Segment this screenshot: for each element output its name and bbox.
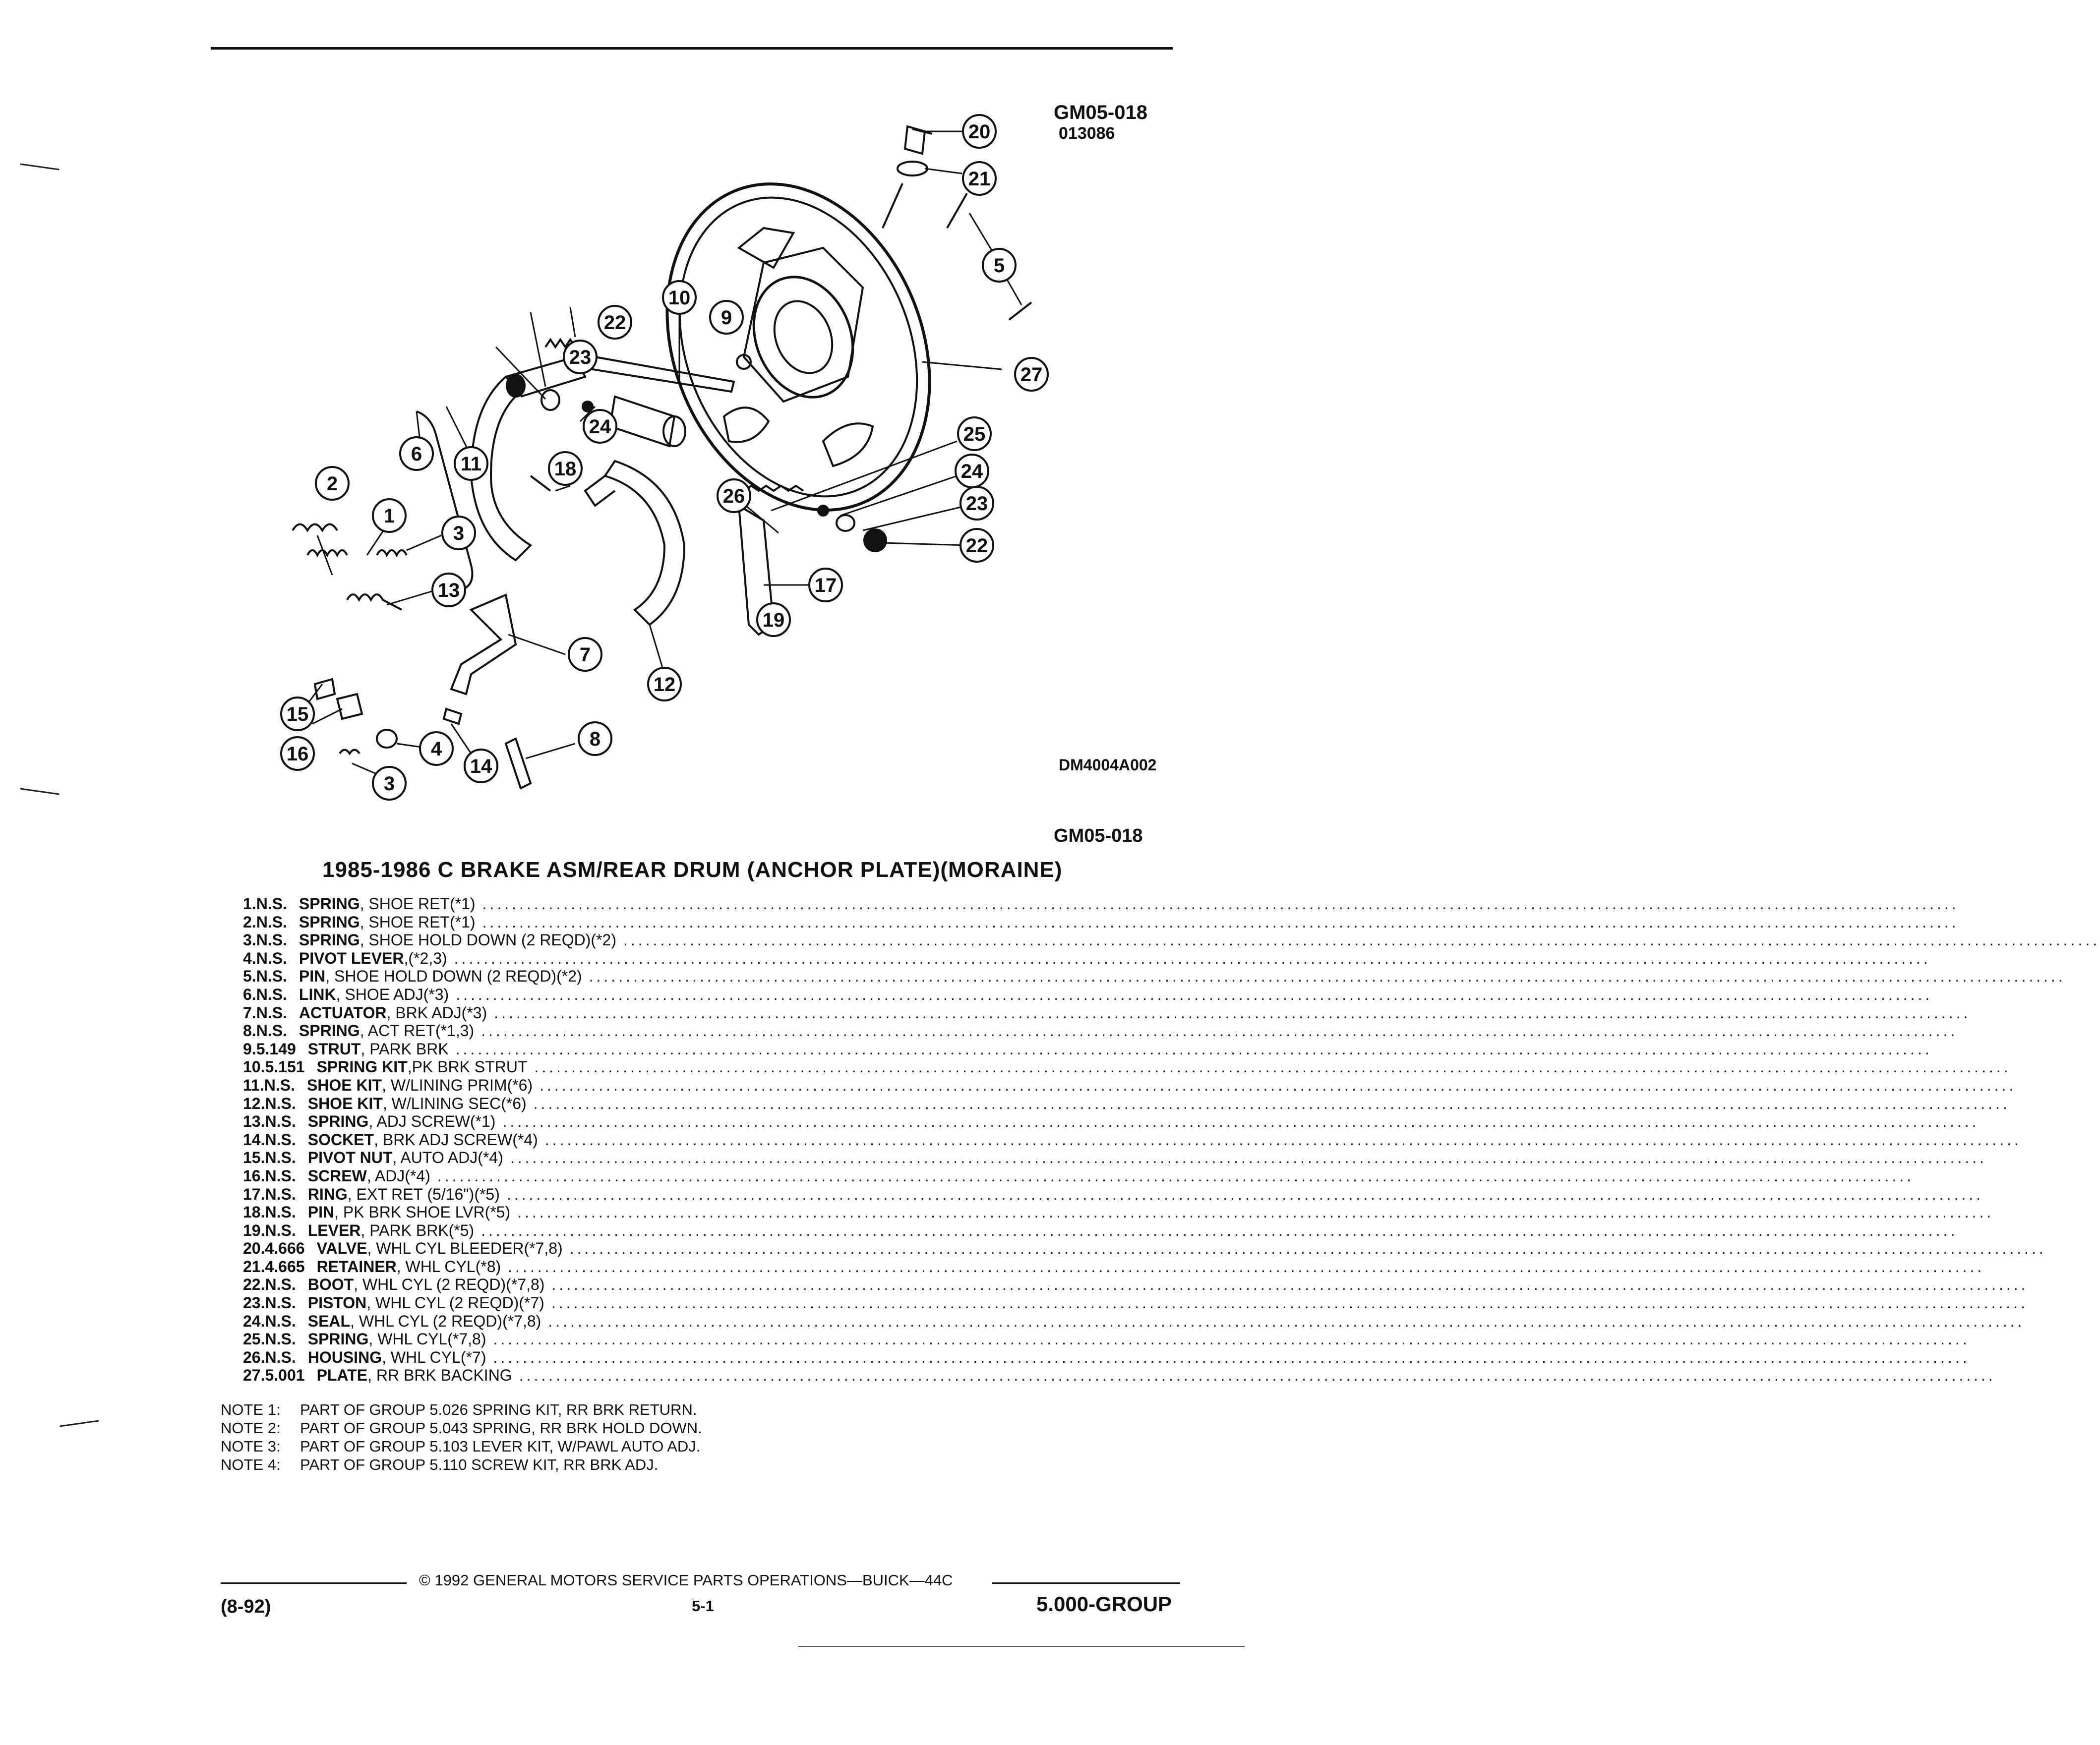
part-group-code: 4.666 — [265, 1239, 305, 1258]
callout-label: 14 — [470, 756, 492, 777]
callout-label: 22 — [965, 535, 988, 557]
dot-leader: ........................................................................................................................................................................................................ — [493, 1348, 1970, 1366]
top-rule — [211, 47, 1173, 50]
callout-label: 13 — [437, 580, 460, 601]
part-row — [243, 1076, 2017, 1095]
part-number: 17. — [243, 1185, 265, 1203]
part-group-code: N.S. — [265, 1094, 296, 1112]
part-name: SPRING — [299, 895, 360, 913]
part-row — [243, 967, 2066, 986]
part-group-code: N.S. — [265, 1203, 296, 1222]
part-description: ,PK BRK STRUT — [407, 1058, 528, 1076]
dot-leader: ........................................................................................................................................................................................................ — [519, 1366, 1996, 1385]
part-description: , AUTO ADJ(*4) — [392, 1149, 503, 1167]
part-number: 4. — [243, 949, 256, 967]
dot-leader: ........................................................................................................................................................................................................ — [481, 1221, 1958, 1239]
part-number: 26. — [243, 1348, 265, 1366]
part-description: , W/LINING SEC(*6) — [382, 1094, 527, 1112]
part-number: 19. — [243, 1221, 265, 1239]
part-group-code: N.S. — [256, 1003, 287, 1022]
part-name: SHOE KIT — [307, 1094, 383, 1112]
part-group-code: 5.149 — [256, 1040, 296, 1058]
parts-list — [243, 895, 2100, 1385]
part-description: , BRK ADJ SCREW(*4) — [374, 1130, 538, 1149]
part-row — [243, 1166, 1914, 1185]
part-row — [243, 1094, 2010, 1113]
part-row — [243, 1040, 1932, 1058]
diagram-image-code: DM4004A002 — [1059, 756, 1157, 774]
part-name: SHOE KIT — [306, 1076, 382, 1094]
callout-label: 3 — [453, 523, 465, 544]
callout-label: 22 — [603, 312, 626, 334]
note-label: NOTE 4: — [221, 1456, 281, 1473]
part-description: , WHL CYL (2 REQD)(*7,8) — [354, 1276, 545, 1294]
part-name: SOCKET — [307, 1130, 374, 1149]
part-group-code: N.S. — [264, 1076, 295, 1094]
part-row — [243, 1312, 2025, 1331]
dot-leader: ........................................................................................................................................................................................................ — [508, 1257, 1985, 1276]
copyright-line: © 1992 GENERAL MOTORS SERVICE PARTS OPERATIONS—BUICK—44C — [419, 1571, 953, 1589]
dot-leader: ........................................................................................................................................................................................................ — [548, 1312, 2025, 1330]
part-name: SPRING — [307, 1330, 369, 1348]
part-name: SPRING — [299, 931, 360, 949]
callout-label: 21 — [968, 168, 991, 190]
part-description: ,(*2,3) — [404, 949, 447, 967]
part-group-code: N.S. — [265, 1149, 296, 1167]
part-group-code: N.S. — [256, 985, 287, 1003]
part-row — [243, 1149, 1987, 1167]
part-description: , ADJ SCREW(*1) — [368, 1112, 496, 1131]
part-description: , PARK BRK(*5) — [360, 1221, 475, 1239]
part-row — [243, 913, 1959, 931]
part-row — [243, 1130, 2022, 1149]
callout-label: 26 — [722, 485, 745, 507]
part-name: BOOT — [307, 1276, 354, 1294]
part-row — [243, 1058, 2011, 1076]
part-description: , WHL CYL (2 REQD)(*7) — [366, 1294, 544, 1312]
part-name: SCREW — [307, 1166, 367, 1185]
dot-leader: ........................................................................................................................................................................................................ — [551, 1276, 2029, 1294]
part-group-code: N.S. — [256, 949, 287, 967]
callout-label: 12 — [653, 674, 676, 696]
callout-label: 5 — [993, 255, 1005, 277]
note-row — [221, 1419, 702, 1438]
group-label: 5.000-GROUP — [1036, 1592, 1172, 1616]
notes-list — [221, 1401, 702, 1474]
dot-leader: ........................................................................................................................................................................................................ — [494, 1003, 1971, 1022]
part-description: , W/LINING PRIM(*6) — [382, 1076, 533, 1094]
diagram-code: GM05-018 — [1054, 102, 1147, 123]
part-name: PIN — [307, 1203, 335, 1222]
dot-leader: ........................................................................................................................................................................................................ — [454, 949, 1931, 967]
diagram-date-code: 013086 — [1059, 124, 1115, 143]
part-description: , ADJ(*4) — [366, 1166, 430, 1185]
note-text: PART OF GROUP 5.026 SPRING KIT, RR BRK RETURN. — [300, 1401, 697, 1418]
part-description: , BRK ADJ(*3) — [386, 1003, 487, 1022]
part-description: , RR BRK BACKING — [367, 1366, 512, 1385]
dot-leader: ........................................................................................................................................................................................................ — [456, 985, 1933, 1003]
callout-label: 2 — [326, 473, 338, 495]
part-row — [243, 931, 2100, 949]
part-group-code: N.S. — [265, 1130, 296, 1149]
dot-leader: ........................................................................................................................................................................................................ — [493, 1330, 1970, 1348]
part-description: , SHOE RET(*1) — [360, 895, 476, 913]
revision-date: (8-92) — [221, 1596, 271, 1617]
part-name: RING — [307, 1185, 348, 1203]
part-name: RETAINER — [316, 1257, 397, 1276]
note-text: PART OF GROUP 5.110 SCREW KIT, RR BRK ADJ. — [300, 1456, 659, 1473]
dot-leader: ........................................................................................................................................................................................................ — [481, 1022, 1958, 1040]
note-row — [221, 1401, 702, 1419]
part-number: 22. — [243, 1276, 265, 1294]
dot-leader: ........................................................................................................................................................................................................ — [510, 1149, 1987, 1167]
part-row — [243, 1112, 1980, 1131]
part-number: 20. — [243, 1239, 265, 1258]
part-number: 16. — [243, 1166, 265, 1185]
part-number: 23. — [243, 1294, 265, 1312]
part-description: , WHL CYL BLEEDER(*7,8) — [367, 1239, 563, 1258]
part-group-code: N.S. — [265, 1330, 296, 1348]
part-description: , WHL CYL(*8) — [396, 1257, 501, 1276]
dot-leader: ........................................................................................................................................................................................................ — [506, 1185, 1983, 1203]
part-name: ACTUATOR — [299, 1003, 387, 1022]
callout-label: 9 — [720, 307, 732, 329]
bottom-rule — [798, 1646, 1245, 1647]
part-name: LEVER — [307, 1221, 361, 1239]
part-number: 9. — [243, 1040, 256, 1058]
footer-rule-right — [992, 1582, 1180, 1584]
part-number: 21. — [243, 1257, 265, 1276]
callout-label: 4 — [430, 738, 442, 760]
part-number: 8. — [243, 1022, 256, 1040]
callout-label: 7 — [579, 644, 591, 666]
part-group-code: N.S. — [265, 1166, 296, 1185]
part-row — [243, 1348, 1970, 1367]
part-name: SPRING KIT — [316, 1058, 408, 1076]
part-name: PIVOT LEVER — [299, 949, 404, 967]
part-row — [243, 1366, 1996, 1385]
part-group-code: N.S. — [265, 1276, 296, 1294]
part-group-code: 5.151 — [265, 1058, 305, 1076]
part-name: PIN — [299, 967, 326, 986]
note-text: PART OF GROUP 5.043 SPRING, RR BRK HOLD DOWN. — [300, 1419, 702, 1437]
callout-label: 24 — [589, 416, 611, 438]
part-group-code: N.S. — [265, 1348, 296, 1366]
callout-label: 16 — [286, 743, 309, 765]
part-name: LINK — [299, 985, 336, 1003]
callout-label: 24 — [960, 461, 983, 482]
part-group-code: 5.001 — [265, 1366, 305, 1385]
page-title: 1985-1986 C BRAKE ASM/REAR DRUM (ANCHOR PLATE)(MORAINE) — [322, 858, 1063, 882]
part-group-code: N.S. — [265, 1112, 296, 1131]
part-number: 3. — [243, 931, 256, 949]
part-name: PIVOT NUT — [307, 1149, 393, 1167]
part-description: , SHOE RET(*1) — [360, 913, 476, 931]
part-group-code: N.S. — [265, 1312, 296, 1330]
callout-label: 19 — [762, 609, 785, 631]
part-group-code: N.S. — [256, 895, 287, 913]
dot-leader: ........................................................................................................................................................................................................ — [569, 1239, 2046, 1258]
dot-leader: ........................................................................................................................................................................................................ — [551, 1294, 2028, 1312]
part-description: , PK BRK SHOE LVR(*5) — [334, 1203, 511, 1222]
part-row — [243, 1276, 2029, 1294]
part-number: 14. — [243, 1130, 265, 1149]
section-code: GM05-018 — [1054, 825, 1143, 846]
dot-leader: ........................................................................................................................................................................................................ — [455, 1040, 1932, 1058]
part-group-code: N.S. — [265, 1221, 296, 1239]
backing-plate-drawing — [620, 144, 976, 550]
part-row — [243, 895, 1959, 913]
part-number: 13. — [243, 1112, 265, 1131]
dot-leader: ........................................................................................................................................................................................................ — [544, 1130, 2022, 1149]
callout-label: 11 — [460, 453, 482, 475]
part-row — [243, 1239, 2046, 1258]
part-name: PISTON — [307, 1294, 367, 1312]
part-description: , ACT RET(*1,3) — [360, 1022, 475, 1040]
callout-label: 6 — [411, 443, 422, 465]
part-name: SPRING — [299, 913, 360, 931]
note-label: NOTE 1: — [221, 1401, 281, 1418]
note-label: NOTE 2: — [221, 1419, 281, 1437]
part-row — [243, 1294, 2028, 1312]
part-number: 24. — [243, 1312, 265, 1330]
callout-label: 25 — [963, 423, 986, 445]
part-row — [243, 1221, 1958, 1240]
part-number: 27. — [243, 1366, 265, 1385]
dot-leader: ........................................................................................................................................................................................................ — [540, 1076, 2017, 1094]
part-group-code: N.S. — [256, 967, 287, 986]
note-row — [221, 1438, 702, 1456]
part-row — [243, 949, 1931, 968]
part-description: , SHOE HOLD DOWN (2 REQD)(*2) — [360, 931, 616, 949]
page-number: 5-1 — [692, 1597, 714, 1615]
callout-label: 23 — [965, 493, 988, 515]
punch-mark — [60, 1420, 99, 1427]
part-description: , WHL CYL(*7,8) — [368, 1330, 486, 1348]
callout-label: 18 — [554, 458, 577, 480]
part-number: 7. — [243, 1003, 256, 1022]
part-row — [243, 1022, 1958, 1040]
part-number: 1. — [243, 895, 256, 913]
dot-leader: ........................................................................................................................................................................................................ — [517, 1203, 1994, 1222]
part-description: , SHOE ADJ(*3) — [336, 985, 449, 1003]
part-number: 6. — [243, 985, 256, 1003]
callout-label: 10 — [668, 287, 691, 309]
part-number: 25. — [243, 1330, 265, 1348]
part-name: PLATE — [316, 1366, 368, 1385]
dot-leader: ........................................................................................................................................................................................................ — [502, 1112, 1980, 1131]
part-description: , EXT RET (5/16")(*5) — [347, 1185, 500, 1203]
part-description: , PARK BRK — [360, 1040, 449, 1058]
callout-label: 8 — [589, 728, 601, 750]
dot-leader: ........................................................................................................................................................................................................ — [437, 1166, 1914, 1185]
part-name: SPRING — [299, 1022, 360, 1040]
part-number: 11. — [243, 1076, 264, 1094]
part-description: , WHL CYL(*7) — [382, 1348, 486, 1366]
note-row — [221, 1456, 702, 1474]
part-row — [243, 985, 1933, 1004]
part-number: 10. — [243, 1058, 265, 1076]
part-description: , SHOE HOLD DOWN (2 REQD)(*2) — [325, 967, 582, 986]
part-group-code: N.S. — [256, 1022, 287, 1040]
part-row — [243, 1257, 1985, 1276]
part-group-code: N.S. — [265, 1185, 296, 1203]
part-name: STRUT — [307, 1040, 361, 1058]
dot-leader: ........................................................................................................................................................................................................ — [534, 1058, 2011, 1076]
punch-mark — [20, 163, 60, 170]
footer-rule-left — [221, 1582, 407, 1584]
callout-label: 15 — [286, 703, 309, 725]
part-number: 18. — [243, 1203, 265, 1222]
punch-mark — [20, 788, 60, 795]
dot-leader: ........................................................................................................................................................................................................ — [533, 1094, 2010, 1112]
part-number: 15. — [243, 1149, 265, 1167]
exploded-brake-diagram — [238, 99, 1081, 818]
part-row — [243, 1203, 1994, 1222]
part-description: , WHL CYL (2 REQD)(*7,8) — [350, 1312, 541, 1330]
dot-leader: ........................................................................................................................................................................................................ — [623, 931, 2100, 949]
dot-leader: ........................................................................................................................................................................................................ — [589, 967, 2066, 986]
note-label: NOTE 3: — [221, 1438, 281, 1455]
dot-leader: ........................................................................................................................................................................................................ — [482, 913, 1959, 931]
part-name: VALVE — [316, 1239, 367, 1258]
part-number: 2. — [243, 913, 256, 931]
part-number: 5. — [243, 967, 256, 986]
callout-label: 23 — [569, 347, 592, 368]
callout-label: 17 — [814, 575, 837, 596]
callout-label: 3 — [383, 773, 395, 795]
part-name: SEAL — [307, 1312, 351, 1330]
part-number: 12. — [243, 1094, 265, 1112]
part-group-code: 4.665 — [265, 1257, 305, 1276]
note-text: PART OF GROUP 5.103 LEVER KIT, W/PAWL AUTO ADJ. — [300, 1438, 701, 1455]
part-name: HOUSING — [307, 1348, 382, 1366]
part-group-code: N.S. — [265, 1294, 296, 1312]
part-row — [243, 1003, 1971, 1022]
part-group-code: N.S. — [256, 931, 287, 949]
callout-label: 20 — [968, 121, 991, 143]
callout-label: 27 — [1020, 364, 1043, 386]
part-row — [243, 1330, 1970, 1348]
part-group-code: N.S. — [256, 913, 287, 931]
part-row — [243, 1185, 1983, 1204]
part-name: SPRING — [307, 1112, 369, 1131]
dot-leader: ........................................................................................................................................................................................................ — [482, 895, 1959, 913]
callout-label: 1 — [383, 505, 395, 527]
